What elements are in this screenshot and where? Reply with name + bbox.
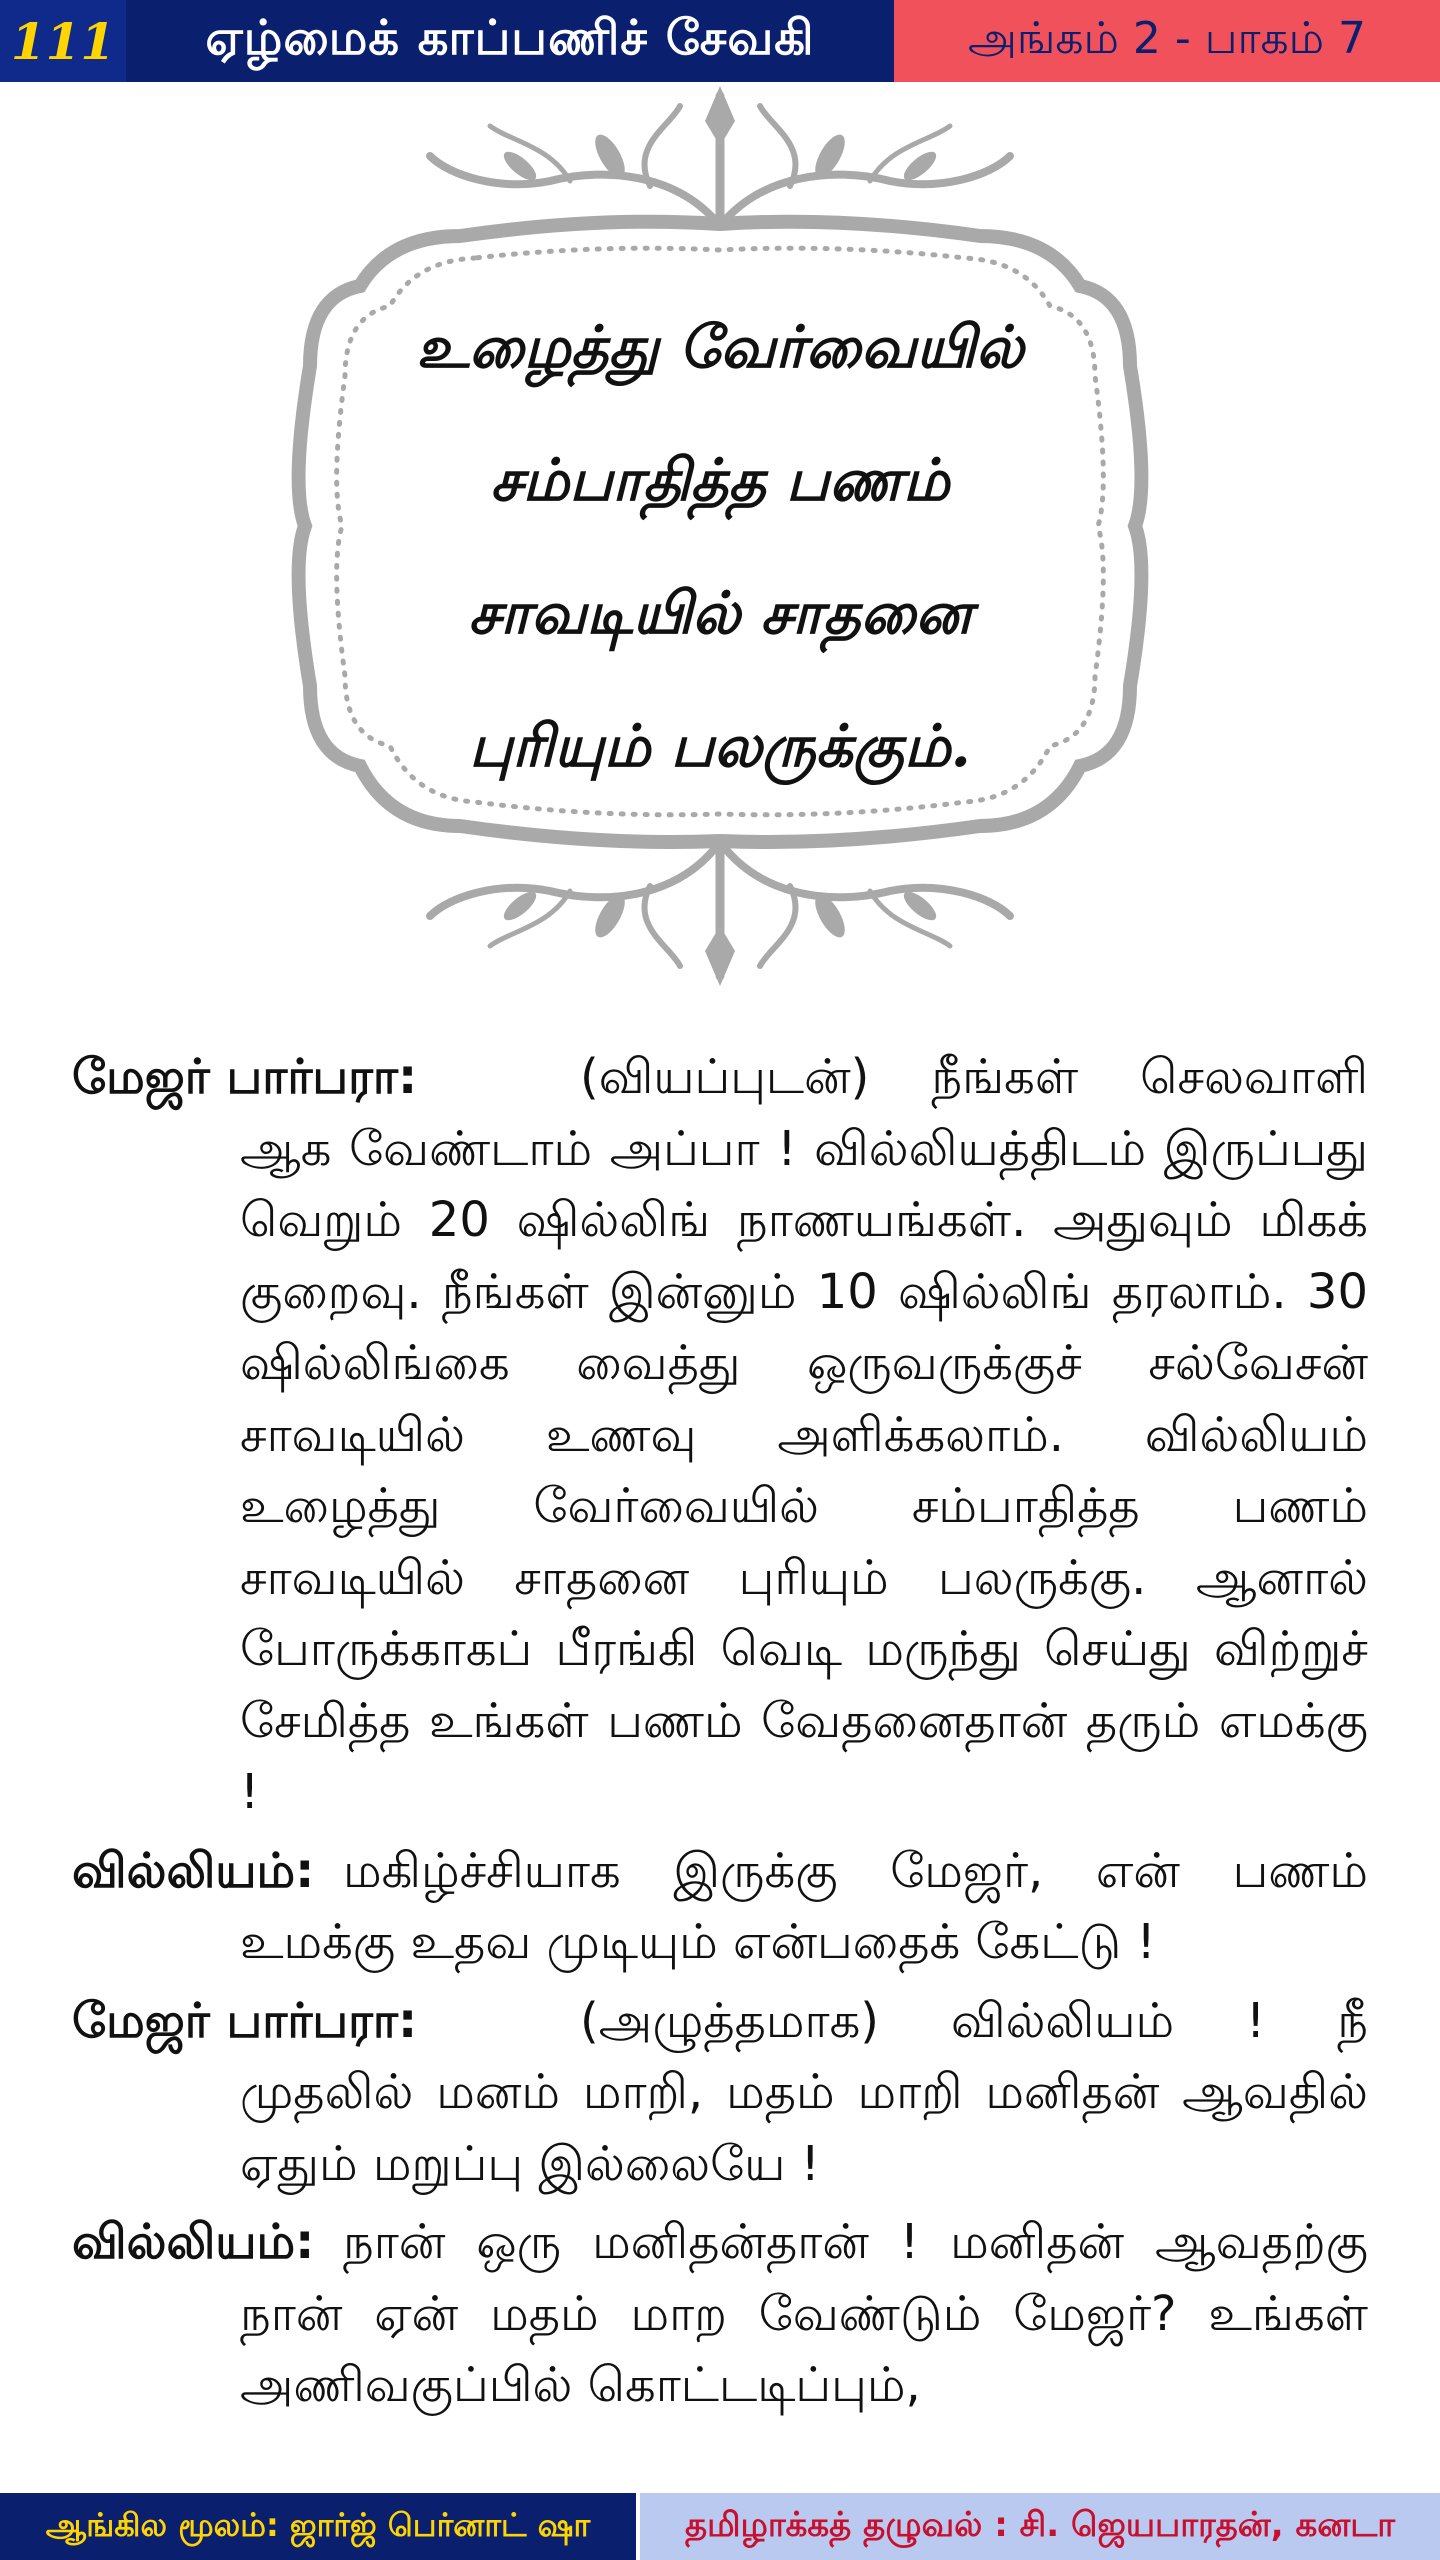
quote-line: புரியும் பலருக்கும். xyxy=(469,712,971,780)
speaker-name: மேஜர் பார்பரா: xyxy=(72,1992,418,2049)
quote-line: சாவடியில் சாதனை xyxy=(468,579,972,647)
speech-text: (அழுத்தமாக) வில்லியம் ! நீ முதலில் மனம் மாறி, மதம் மாறி மனிதன் ஆவதில் ஏதும் மறுப்பு இல்லையே ! xyxy=(240,1992,1368,2192)
page-footer xyxy=(0,2493,1440,2560)
play-dialogue xyxy=(72,1042,1368,2429)
speaker-name: மேஜர் பார்பரா: xyxy=(72,1049,418,1105)
page-number: 111 xyxy=(0,0,126,82)
dialogue-entry xyxy=(72,1042,1368,1829)
book-title: ஏழ்மைக் காப்பணிச் சேவகி xyxy=(126,0,894,82)
part-label: அங்கம் 2 - பாகம் 7 xyxy=(894,0,1440,82)
speech-text: மகிழ்ச்சியாக இருக்கு மேஜர், என் பணம் உமக்கு உதவ முடியும் என்பதைக் கேட்டு ! xyxy=(240,1842,1368,1970)
speech-text: (வியப்புடன்) நீங்கள் செலவாளி ஆக வேண்டாம் அப்பா ! வில்லியத்திடம் இருப்பது வெறும் 20 ஷில்லிங் நாணயங்கள். அதுவும் மிகக் குறைவு. நீங்கள் இன்னும் 10 ஷில்லிங் தரலாம். 30 ஷில்லிங்கை வைத்து ஒருவருக்குச் சல்வேசன் சாவடியில் உணவு அளிக்கலாம். வில்லியம் உழைத்து வேர்வையில் சம்பாதித்த பணம் சாவடியில் சாதனை புரியும் பலருக்கு. ஆனால் போருக்காகப் பீரங்கி வெடி மருந்து செய்து விற்றுச் சேமித்த உங்கள் பணம் வேதனைதான் தரும் எமக்கு ! xyxy=(240,1049,1368,1820)
speaker-name: வில்லியம்: xyxy=(72,2214,315,2270)
source-credit: ஆங்கில மூலம்: ஜார்ஜ் பெர்னாட் ஷா xyxy=(0,2493,636,2560)
quote-line: சம்பாதித்த பணம் xyxy=(490,446,950,514)
quote-line: உழைத்து வேர்வையில் xyxy=(416,313,1024,381)
dialogue-entry xyxy=(72,2207,1368,2422)
translator-credit: தமிழாக்கத் தழுவல் : சி. ஜெயபாரதன், கனடா xyxy=(640,2493,1440,2560)
dialogue-entry xyxy=(72,1836,1368,1979)
dialogue-entry xyxy=(72,1986,1368,2201)
page-header xyxy=(0,0,1440,82)
ornamental-quote-frame xyxy=(250,86,1190,986)
ornament-quote xyxy=(370,281,1070,813)
speaker-name: வில்லியம்: xyxy=(72,1842,315,1899)
speech-text: நான் ஒரு மனிதன்தான் ! மனிதன் ஆவதற்கு நான் ஏன் மதம் மாற வேண்டும் மேஜர்? உங்கள் அணிவகுப்பில் கொட்டடிப்பும், xyxy=(240,2214,1368,2413)
